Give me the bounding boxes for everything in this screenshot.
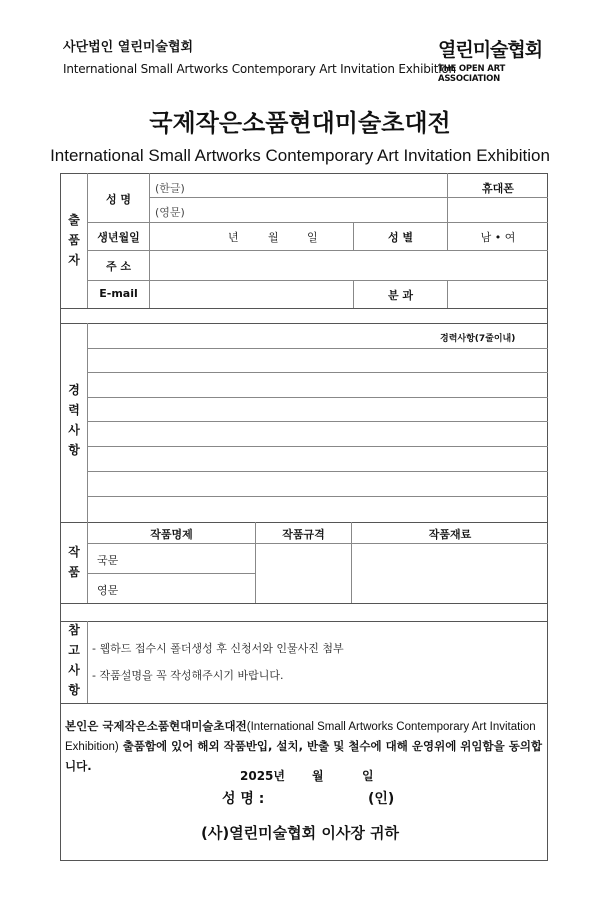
addressee: (사)열린미술협회 이사장 귀하 <box>200 824 400 842</box>
page-title-english: International Small Artworks Contemporary Art Invitation Exhibition <box>50 146 550 165</box>
org-name: 사단법인 열린미술협회 <box>63 40 194 55</box>
association-logo <box>438 38 563 84</box>
email-input[interactable] <box>150 280 353 308</box>
grid-line <box>60 603 548 604</box>
signer-name-label: 성 명 : <box>222 791 265 807</box>
sign-day: 일 <box>362 769 374 783</box>
work-size-header: 작품규격 <box>282 528 325 541</box>
grid-line <box>87 621 88 703</box>
birth-day: 일 <box>307 231 318 244</box>
consent-suffix: 출품함에 있어 해외 작품반입, 설치, 반출 및 철수에 대해 운영위에 위임함을 동의합니다. <box>65 739 543 773</box>
works-section-label: 작품 <box>68 545 80 579</box>
reference-note-1: - 웹하드 접수시 폴더생성 후 신청서와 인물사진 첨부 <box>92 642 344 655</box>
gender-options[interactable]: 남 • 여 <box>480 231 516 244</box>
phone-label: 휴대폰 <box>482 182 514 195</box>
work-material-input[interactable] <box>352 544 547 603</box>
consent-english: (International Small Artworks Contemporary Art Invitation Exhibition) <box>65 721 536 753</box>
work-title-english[interactable]: 영문 <box>97 584 119 597</box>
grid-line <box>60 703 548 704</box>
name-korean-input[interactable]: (한글) <box>155 182 185 195</box>
grid-line <box>60 621 548 622</box>
consent-prefix: 본인은 국제작은소품현대미술초대전 <box>65 719 247 733</box>
consent-statement <box>65 717 545 776</box>
reference-section-label: 참고사항 <box>68 623 80 697</box>
grid-line <box>60 323 548 324</box>
birth-month: 월 <box>268 231 279 244</box>
grid-line <box>87 573 255 574</box>
category-input[interactable] <box>448 280 548 308</box>
name-label: 성 명 <box>105 193 132 206</box>
work-material-header: 작품재료 <box>428 528 472 541</box>
logo-english: THE OPEN ART ASSOCIATION <box>438 64 506 84</box>
name-english-input[interactable]: (영문) <box>155 206 185 219</box>
address-input[interactable] <box>150 250 547 280</box>
header-subtitle: International Small Artworks Contemporary Art Invitation Exhibition <box>63 62 456 76</box>
career-note: 경력사항(7줄이내) <box>440 334 516 344</box>
address-label: 주 소 <box>105 260 132 273</box>
sign-month: 월 <box>312 769 324 783</box>
signer-name-input[interactable] <box>285 786 360 806</box>
birth-year: 년 <box>228 231 239 244</box>
logo-mark: 열린미술협회 <box>438 39 543 61</box>
seal-mark: (인) <box>368 791 395 807</box>
career-input-area[interactable] <box>88 349 547 521</box>
page-title: 국제작은소품현대미술초대전 <box>149 109 451 137</box>
work-size-input[interactable] <box>256 544 351 603</box>
grid-line <box>60 522 548 523</box>
category-label: 분 과 <box>387 289 414 302</box>
reference-note-2: - 작품설명을 꼭 작성해주시기 바랍니다. <box>92 669 284 682</box>
career-section-label: 경력사항 <box>68 383 80 457</box>
gender-label: 성 별 <box>387 231 414 244</box>
applicant-section-label: 출품자 <box>68 213 80 267</box>
sign-year: 2025년 <box>240 769 285 783</box>
grid-line <box>60 308 548 309</box>
birth-label: 생년월일 <box>97 231 140 244</box>
grid-line <box>87 222 548 223</box>
work-title-korean[interactable]: 국문 <box>97 554 119 567</box>
email-label: E-mail <box>99 287 138 300</box>
work-title-header: 작품명제 <box>150 528 193 541</box>
phone-input[interactable] <box>448 197 548 222</box>
